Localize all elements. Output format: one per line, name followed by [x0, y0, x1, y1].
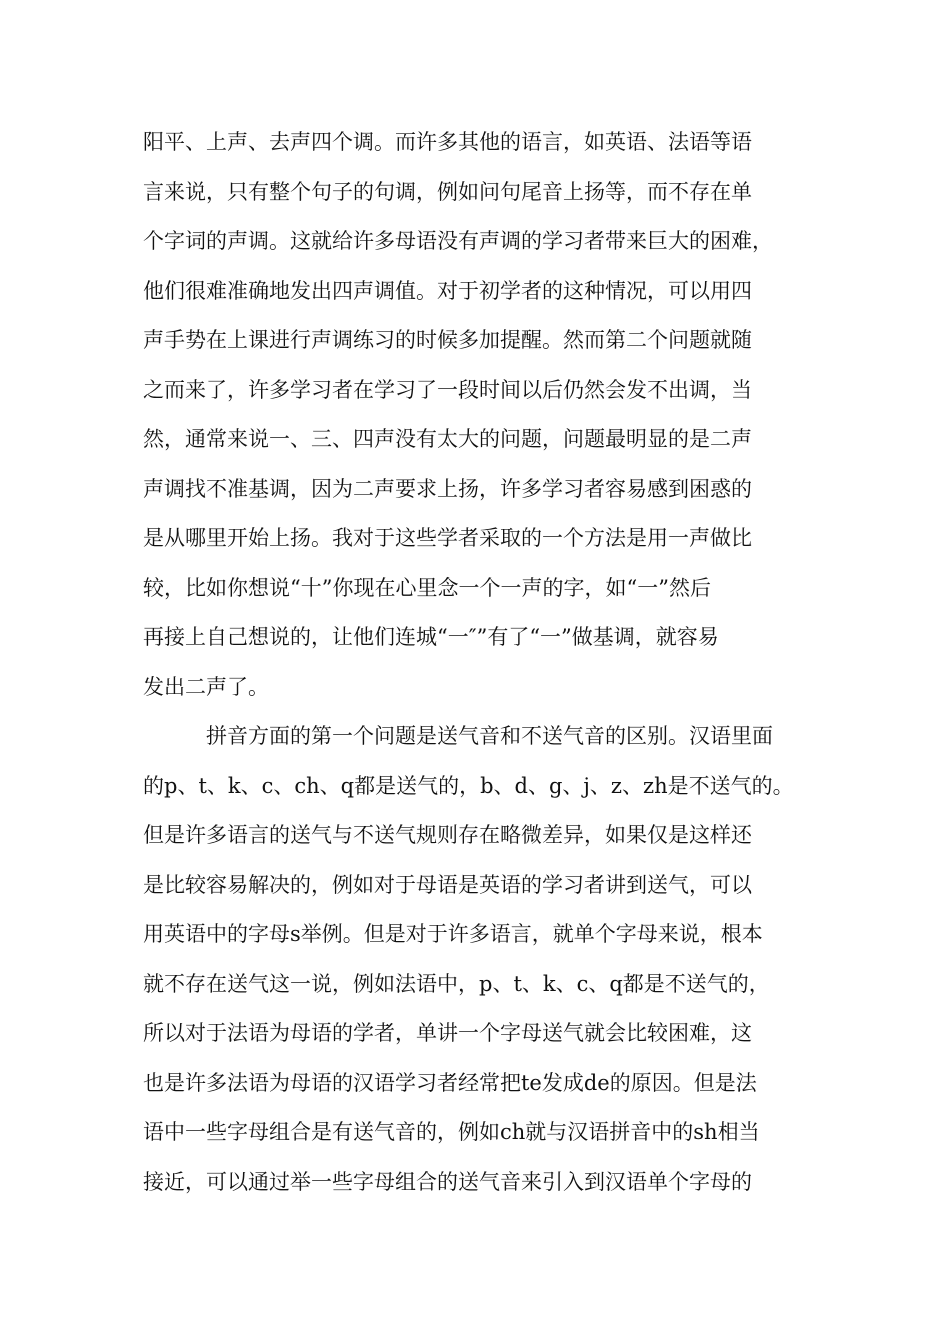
text-line: 但是许多语言的送气与不送气规则存在略微差异，如果仅是这样还: [143, 823, 752, 847]
text-line: 的p、t、k、c、ch、q都是送气的，b、d、g、j、z、zh是不送气的。: [143, 773, 794, 798]
text-line: 再接上自己想说的，让他们连城“一″”有了“一”做基调，就容易: [143, 625, 719, 649]
text-line: 用英语中的字母s举例。但是对于许多语言，就单个字母来说，根本: [143, 922, 763, 946]
text-line: 阳平、上声、去声四个调。而许多其他的语言，如英语、法语等语: [143, 130, 752, 154]
text-line: 就不存在送气这一说，例如法语中，p、t、k、c、q都是不送气的，: [143, 971, 770, 996]
text-line: 是从哪里开始上扬。我对于这些学者采取的一个方法是用一声做比: [143, 526, 752, 550]
text-line: 声手势在上课进行声调练习的时候多加提醒。然而第二个问题就随: [143, 328, 752, 352]
paragraph-first-line: 拼音方面的第一个问题是送气音和不送气音的区别。汉语里面: [206, 724, 773, 748]
text-line: 然，通常来说一、三、四声没有太大的问题，问题最明显的是二声: [143, 427, 752, 451]
text-line: 声调找不准基调，因为二声要求上扬，许多学习者容易感到困惑的: [143, 476, 752, 501]
text-line: 语中一些字母组合是有送气音的，例如ch就与汉语拼音中的sh相当: [143, 1120, 760, 1144]
text-line: 之而来了，许多学习者在学习了一段时间以后仍然会发不出调，当: [143, 377, 752, 402]
text-line: 发出二声了。: [143, 674, 269, 699]
text-line: 所以对于法语为母语的学者，单讲一个字母送气就会比较困难，这: [143, 1021, 752, 1045]
text-line: 他们很难准确地发出四声调值。对于初学者的这种情况，可以用四: [143, 278, 752, 303]
text-line: 个字词的声调。这就给许多母语没有声调的学习者带来巨大的困难，: [143, 229, 773, 253]
text-line: 言来说，只有整个句子的句调，例如问句尾音上扬等，而不存在单: [143, 179, 752, 204]
text-line: 也是许多法语为母语的汉语学习者经常把te发成de的原因。但是法: [143, 1070, 757, 1095]
text-line: 是比较容易解决的，例如对于母语是英语的学习者讲到送气，可以: [143, 872, 752, 897]
text-line: 较，比如你想说“十”你现在心里念一个一声的字，如“一”然后: [143, 575, 711, 600]
text-line: 接近，可以通过举一些字母组合的送气音来引入到汉语单个字母的: [143, 1169, 752, 1194]
body-text: [143, 118, 823, 1207]
